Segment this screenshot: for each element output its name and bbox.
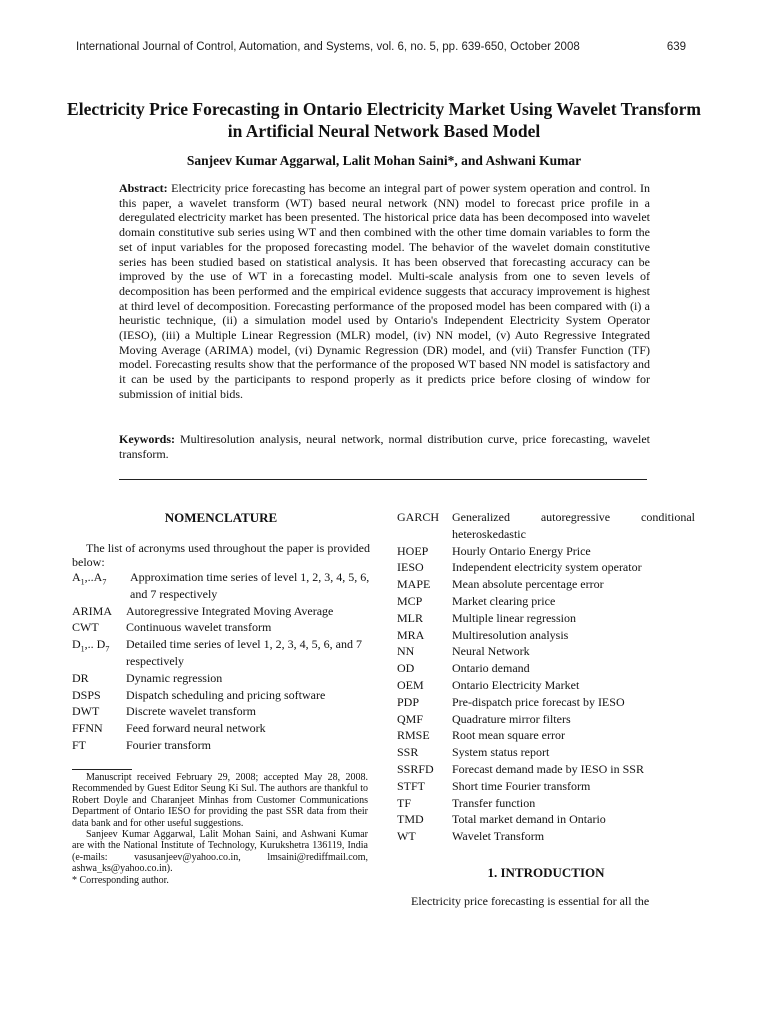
nomenclature-list-right <box>397 509 695 845</box>
nomenclature-abbr: IESO <box>397 560 424 575</box>
nomenclature-item <box>72 703 372 720</box>
nomenclature-def: Root mean square error <box>452 728 565 743</box>
nomenclature-item <box>397 811 695 828</box>
abstract-label: Abstract: <box>119 181 168 195</box>
nomenclature-def: Feed forward neural network <box>126 721 266 736</box>
nomenclature-abbr: DSPS <box>72 687 101 702</box>
nomenclature-intro: The list of acronyms used throughout the paper is provided below: <box>72 541 370 569</box>
nomenclature-item <box>397 711 695 728</box>
nomenclature-def: Transfer function <box>452 795 536 810</box>
nomenclature-def: Multiresolution analysis <box>452 627 569 642</box>
keywords-text: Multiresolution analysis, neural network, normal distribution curve, price forecasting, wavelet transform. <box>119 432 650 461</box>
nomenclature-item <box>72 720 372 737</box>
nomenclature-item <box>397 559 695 576</box>
nomenclature-abbr: ARIMA <box>72 603 113 618</box>
nomenclature-abbr: FT <box>72 737 87 752</box>
header-divider <box>119 479 647 480</box>
footnotes <box>72 772 368 886</box>
nomenclature-item <box>397 509 695 543</box>
nomenclature-def: Continuous wavelet transform <box>126 620 272 635</box>
nomenclature-abbr: HOEP <box>397 543 429 558</box>
nomenclature-item <box>397 677 695 694</box>
nomenclature-def: Quadrature mirror filters <box>452 711 571 726</box>
nomenclature-abbr: SSRFD <box>397 761 434 776</box>
nomenclature-abbr: $A_1,..A_7$ <box>72 570 107 587</box>
nomenclature-heading: NOMENCLATURE <box>164 510 278 525</box>
nomenclature-item <box>397 660 695 677</box>
paper-authors: Sanjeev Kumar Aggarwal, Lalit Mohan Saini*, and Ashwani Kumar <box>186 153 582 168</box>
nomenclature-def: Dispatch scheduling and pricing software <box>126 687 326 702</box>
footnote-divider <box>72 769 132 770</box>
nomenclature-abbr: GARCH <box>397 510 440 524</box>
nomenclature-item <box>397 828 695 845</box>
nomenclature-def: Total market demand in Ontario <box>452 812 606 827</box>
nomenclature-abbr: FFNN <box>72 721 103 736</box>
nomenclature-def: Multiple linear regression <box>452 610 576 625</box>
nomenclature-abbr: STFT <box>397 778 426 793</box>
paper-title: Electricity Price Forecasting in Ontario Electricity Market Using Wavelet Transform in Artificial Neural Network Based Model <box>67 99 701 141</box>
footnote-affiliation: Sanjeev Kumar Aggarwal, Lalit Mohan Saini, and Ashwani Kumar are with the National Institute of Technology, Kurukshetra 136119, India (e-mails: vasusanjeev@yahoo.co.in, lmsaini@rediffmail.com, ashwa_ks@yahoo.co.in). <box>72 829 368 875</box>
nomenclature-abbr: TMD <box>397 812 424 827</box>
nomenclature-abbr: WT <box>397 829 416 844</box>
nomenclature-abbr: OD <box>397 661 415 676</box>
nomenclature-item <box>72 687 372 704</box>
nomenclature-abbr: NN <box>397 644 415 659</box>
nomenclature-def: Generalized autoregressive conditional heteroskedastic <box>452 510 695 541</box>
nomenclature-item <box>72 636 372 670</box>
nomenclature-def: Ontario Electricity Market <box>452 677 580 692</box>
nomenclature-abbr: QMF <box>397 711 424 726</box>
nomenclature-item <box>72 670 372 687</box>
introduction-heading: 1. INTRODUCTION <box>487 865 605 880</box>
nomenclature-abbr: DWT <box>72 704 100 719</box>
nomenclature-def: Ontario demand <box>452 661 530 676</box>
nomenclature-item <box>72 603 372 620</box>
nomenclature-def: Approximation time series of level 1, 2, 3, 4, 5, 6, and 7 respectively <box>130 570 370 601</box>
nomenclature-abbr: RMSE <box>397 728 430 743</box>
nomenclature-item <box>72 737 372 754</box>
nomenclature-abbr: MCP <box>397 593 423 608</box>
nomenclature-def: System status report <box>452 745 550 760</box>
nomenclature-abbr: PDP <box>397 694 420 709</box>
nomenclature-item <box>397 543 695 560</box>
nomenclature-def: Detailed time series of level 1, 2, 3, 4, 5, 6, and 7 respectively <box>126 637 362 668</box>
keywords <box>119 432 650 461</box>
nomenclature-item <box>397 694 695 711</box>
nomenclature-abbr: MRA <box>397 627 425 642</box>
nomenclature-def: Autoregressive Integrated Moving Average <box>126 603 334 618</box>
nomenclature-list-left <box>72 569 372 754</box>
nomenclature-abbr: OEM <box>397 677 424 692</box>
nomenclature-def: Market clearing price <box>452 593 556 608</box>
nomenclature-item <box>72 619 372 636</box>
nomenclature-item <box>72 569 372 603</box>
nomenclature-def: Independent electricity system operator <box>452 560 642 575</box>
nomenclature-item <box>397 761 695 778</box>
nomenclature-def: Neural Network <box>452 644 530 659</box>
nomenclature-def: Short time Fourier transform <box>452 778 591 793</box>
nomenclature-def: Dynamic regression <box>126 670 223 685</box>
nomenclature-item <box>397 643 695 660</box>
nomenclature-abbr: MLR <box>397 610 424 625</box>
nomenclature-def: Wavelet Transform <box>452 829 545 844</box>
abstract <box>119 181 650 402</box>
nomenclature-def: Mean absolute percentage error <box>452 577 604 592</box>
introduction-text: Electricity price forecasting is essential for all the <box>411 894 650 908</box>
nomenclature-item <box>397 627 695 644</box>
journal-running-head: International Journal of Control, Automation, and Systems, vol. 6, no. 5, pp. 639-650, October 2008 <box>76 41 580 53</box>
nomenclature-abbr: $D_1$,.. $D_7$ <box>72 637 110 654</box>
nomenclature-abbr: SSR <box>397 745 419 760</box>
nomenclature-item <box>397 727 695 744</box>
abstract-text: Electricity price forecasting has become an integral part of power system operation and control. In this paper, a wavelet transform (WT) based neural network (NN) model to forecast price profile in a deregulated electricity market has been presented. The historical price data has been decomposed into wavelet domain constitutive sub series using WT and then combined with the other time domain variables to form the set of input variables for the proposed forecasting model. The behavior of the wavelet domain constitutive series has been studied based on statistical analysis. It has been observed that forecasting accuracy can be improved by the use of WT in a forecasting model. Multi-scale analysis from one to seven levels of decomposition has been performed and the empirical evidence suggests that accuracy improvement is highest at third level of decomposition. Forecasting performance of the proposed model has been compared with (i) a heuristic technique, (ii) a simulation model used by Ontario's Independent Electricity System Operator (IESO), (iii) a Multiple Linear Regression (MLR) model, (iv) NN model, (v) Auto Regressive Integrated Moving Average (ARIMA) model, (vi) Dynamic Regression (DR) model, and (vii) Transfer Function (TF) model. Forecasting results show that the performance of the proposed WT based NN model is satisfactory and it can be used by the participants to respond properly as it predicts price before closing of window for submission of initial bids. <box>119 181 651 401</box>
nomenclature-def: Pre-dispatch price forecast by IESO <box>452 694 625 709</box>
page-number: 639 <box>666 41 686 53</box>
nomenclature-item <box>397 576 695 593</box>
nomenclature-item <box>397 778 695 795</box>
nomenclature-def: Forecast demand made by IESO in SSR <box>452 761 644 776</box>
footnote-corresponding: * Corresponding author. <box>72 874 169 886</box>
nomenclature-def: Hourly Ontario Energy Price <box>452 543 591 558</box>
nomenclature-abbr: TF <box>397 795 412 810</box>
nomenclature-def: Fourier transform <box>126 737 211 752</box>
footnote-received: Manuscript received February 29, 2008; accepted May 28, 2008. Recommended by Guest Editor Seung Ki Sul. The authors are thankful to Robert Doyle and Charanjeet Minhas from Customer Communications Department of Ontario IESO for providing the past SSR data from their data bank and for other useful suggestions. <box>72 772 368 829</box>
nomenclature-abbr: MAPE <box>397 577 431 592</box>
nomenclature-item <box>397 744 695 761</box>
nomenclature-abbr: CWT <box>72 620 99 635</box>
nomenclature-abbr: DR <box>72 670 89 685</box>
nomenclature-def: Discrete wavelet transform <box>126 704 256 719</box>
nomenclature-item <box>397 593 695 610</box>
nomenclature-item <box>397 610 695 627</box>
keywords-label: Keywords: <box>119 432 175 446</box>
nomenclature-item <box>397 795 695 812</box>
